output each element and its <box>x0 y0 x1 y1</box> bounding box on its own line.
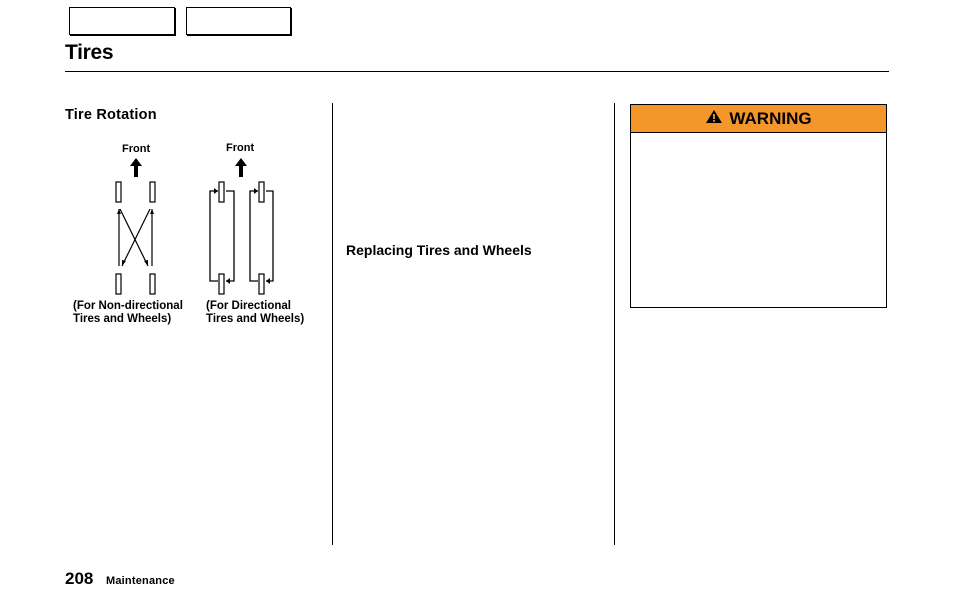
nav-button-1[interactable] <box>69 7 175 35</box>
front-arrow-icon-1 <box>130 158 142 177</box>
nav-button-2[interactable] <box>186 7 291 35</box>
caption-directional <box>206 300 304 326</box>
front-label-nondirectional: Front <box>122 143 151 155</box>
page-title: Tires <box>65 41 114 64</box>
column-divider-1 <box>332 103 333 545</box>
rotation-arrows-directional <box>210 191 273 281</box>
section-name: Maintenance <box>106 575 175 587</box>
front-arrow-icon-2 <box>235 158 247 177</box>
warning-box <box>630 104 887 308</box>
tire-icon-directional <box>219 182 264 294</box>
rotation-arrows-nondirectional <box>119 209 152 266</box>
warning-header <box>631 105 886 133</box>
warning-label: WARNING <box>729 108 812 128</box>
caption-nondirectional-line1: (For Non-directional <box>73 300 183 312</box>
title-divider <box>65 71 889 72</box>
replacing-tires-heading: Replacing Tires and Wheels <box>346 242 532 258</box>
tire-rotation-diagram <box>60 135 330 295</box>
column-divider-2 <box>614 103 615 545</box>
tire-rotation-heading: Tire Rotation <box>65 107 157 123</box>
caption-nondirectional-line2: Tires and Wheels) <box>73 313 172 325</box>
warning-triangle-icon <box>705 109 723 129</box>
caption-directional-line1: (For Directional <box>206 300 291 312</box>
page-number: 208 <box>65 569 94 588</box>
front-label-directional: Front <box>226 142 255 154</box>
caption-nondirectional <box>73 300 183 326</box>
caption-directional-line2: Tires and Wheels) <box>206 313 305 325</box>
